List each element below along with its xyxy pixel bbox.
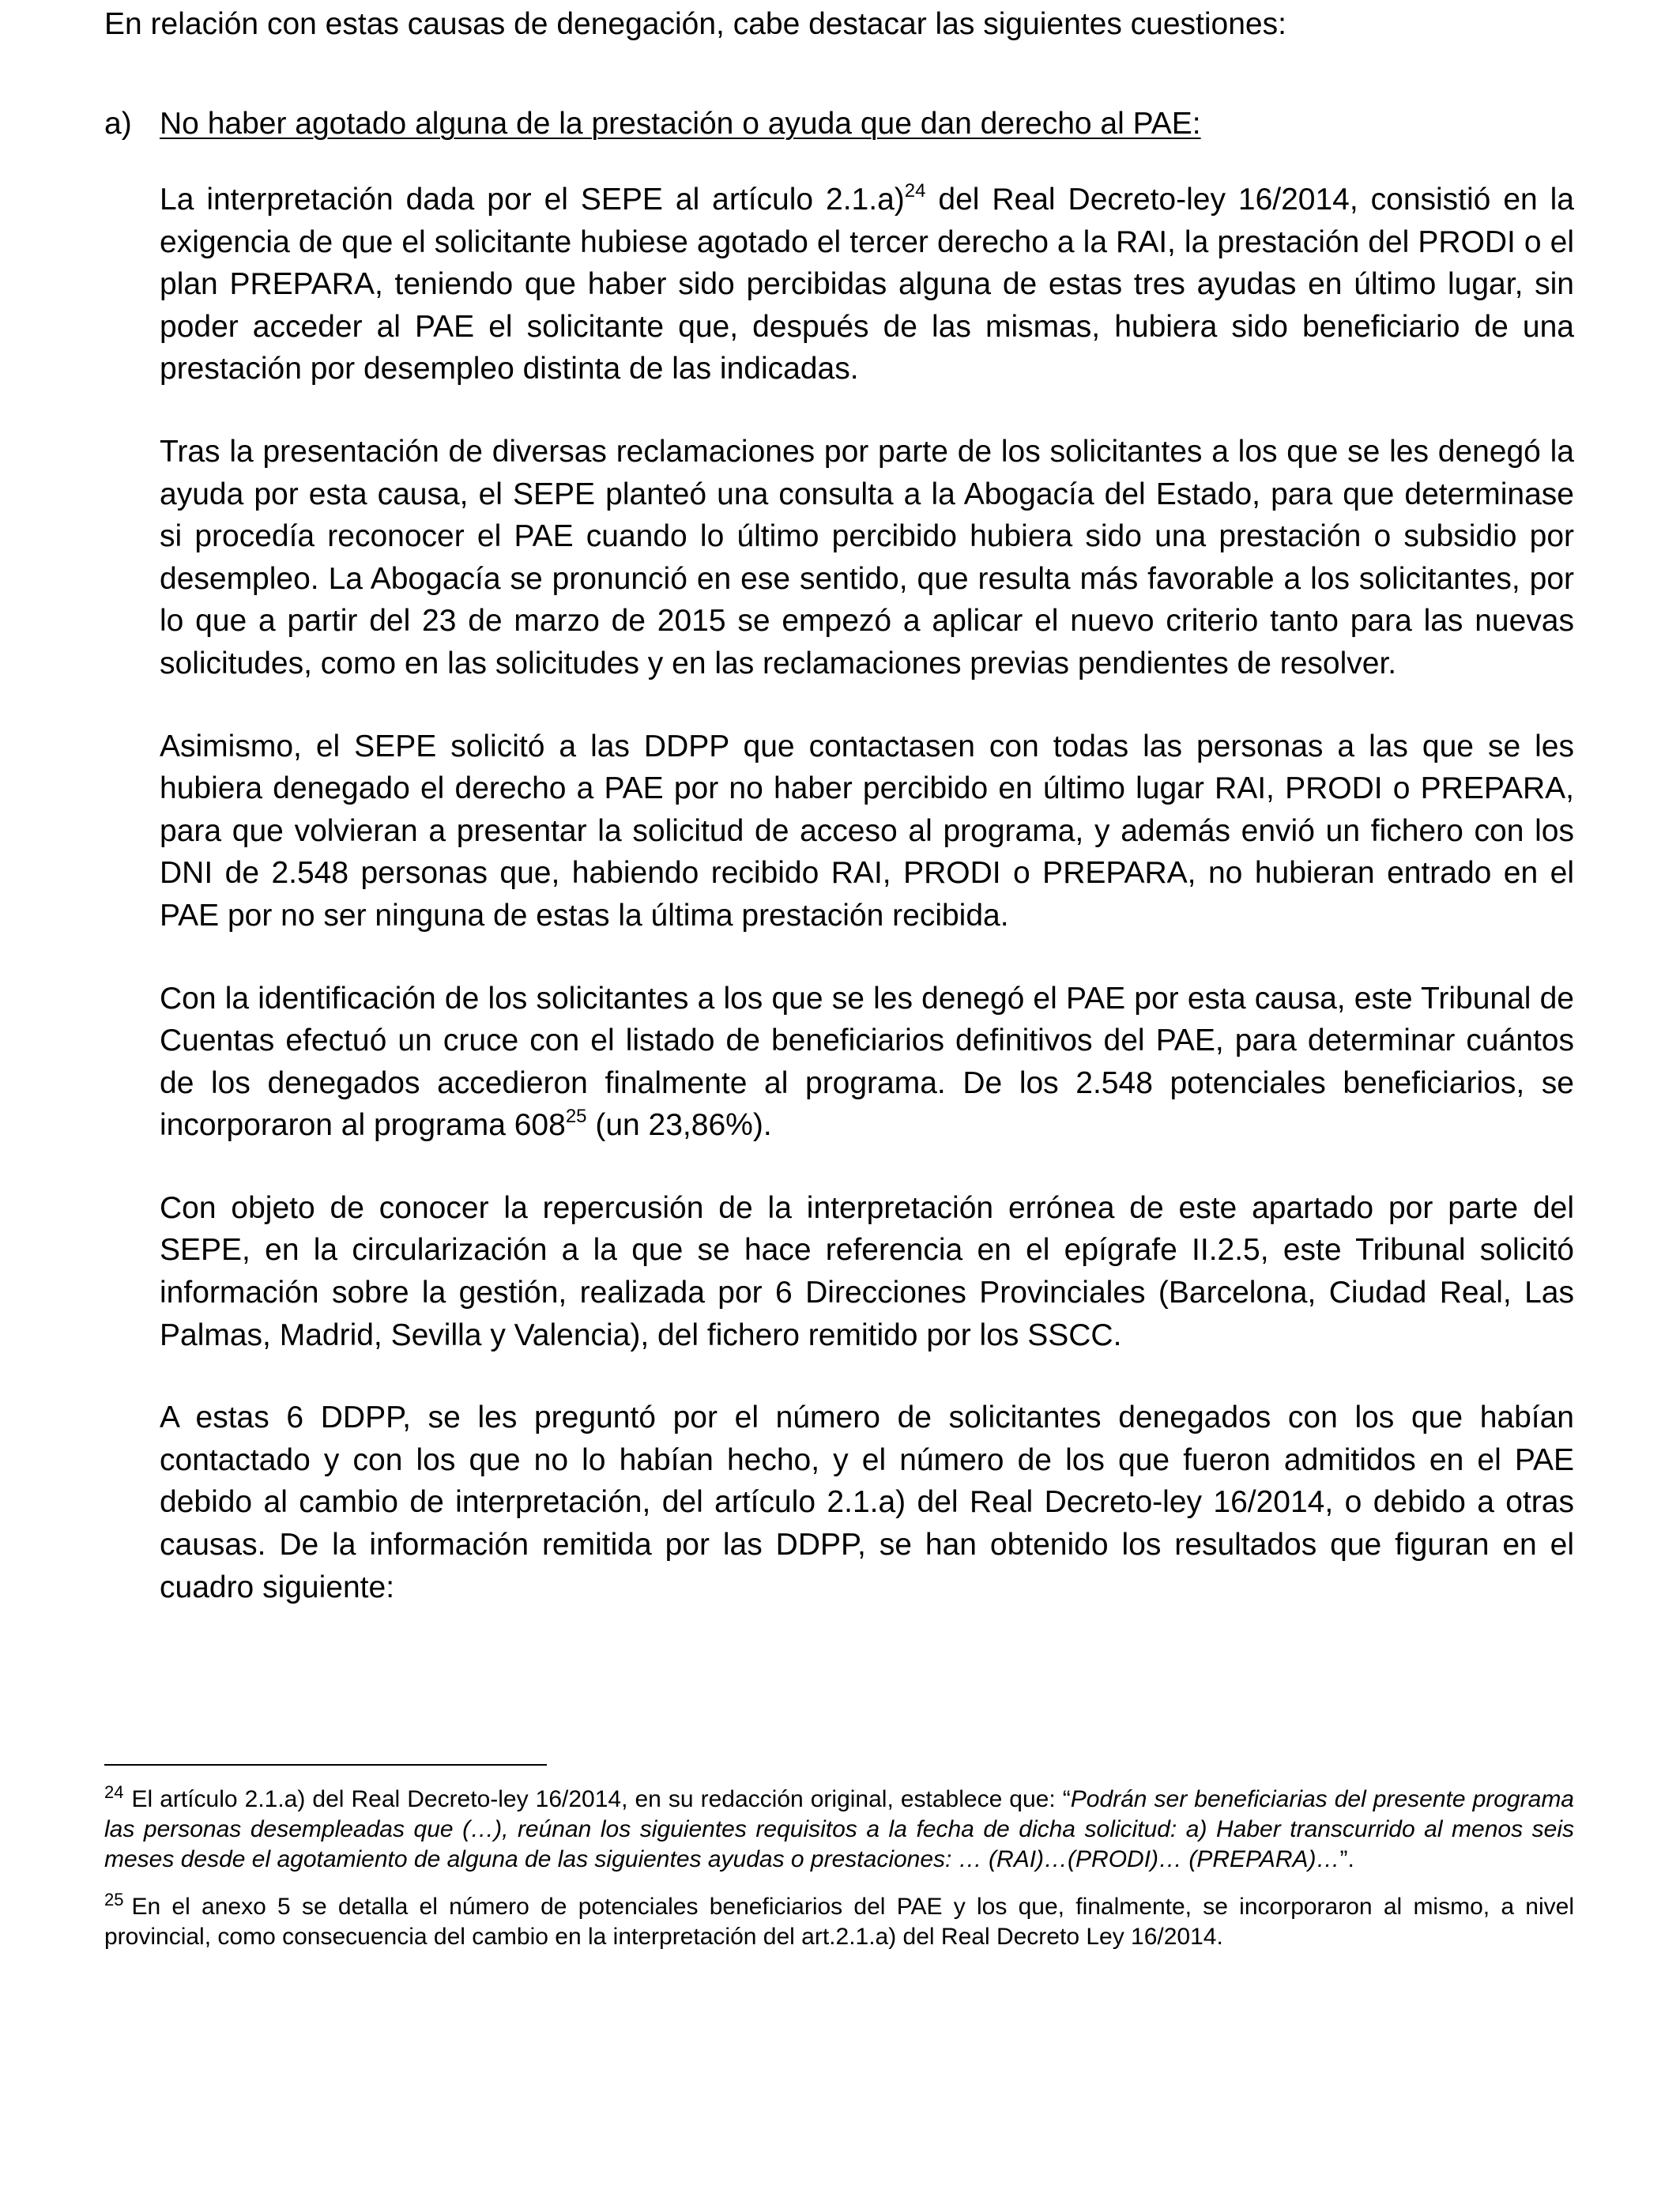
footnote-ref-24[interactable]: 24 [904,180,926,202]
paragraph-4-text-a: Con la identificación de los solicitantes a los que se les denegó el PAE por esta causa, este Tribunal de Cuentas efectuó un cruce con el listado de beneficiarios definitivos del PAE, para determinar cuántos de los denegados accedieron finalmente al programa. De los 2.548 potenciales beneficiarios, se incorporaron al programa 608 [160,981,1574,1143]
footnote-24-text-a: El artículo 2.1.a) del Real Decreto-ley 16/2014, en su redacción original, establece que: “ [131,1786,1071,1812]
footnote-24-text-b: ”. [1339,1846,1354,1872]
footnotes [104,1782,1574,1970]
paragraph-1-text-a: La interpretación dada por el SEPE al artículo 2.1.a) [160,183,905,217]
footnote-ref-25[interactable]: 25 [565,1106,587,1128]
body-text [160,179,1574,1649]
footnote-25 [104,1892,1574,1952]
footnote-number-25: 25 [104,1890,124,1909]
paragraph-3: Asimismo, el SEPE solicitó a las DDPP que contactasen con todas las personas a las que se les hubiera denegado el derecho a PAE por no haber percibido en último lugar RAI, PRODI o PREPARA, para que volvieran a presentar la solicitud de acceso al programa, y además envió un fichero con los DNI de 2.548 personas que, habiendo recibido RAI, PRODI o PREPARA, no hubieran entrado en el PAE por no ser ninguna de estas la última prestación recibida. [160,729,1574,933]
paragraph-4 [160,978,1574,1147]
footnote-25-text: En el anexo 5 se detalla el número de potenciales beneficiarios del PAE y los que, finalmente, se incorporaron al mismo, a nivel provincial, como consecuencia del cambio en la interpretación del art.2.1.a) del Real Decreto Ley 16/2014. [104,1894,1574,1950]
paragraph-2: Tras la presentación de diversas reclamaciones por parte de los solicitantes a los que se les denegó la ayuda por esta causa, el SEPE planteó una consulta a la Abogacía del Estado, para que determinase si procedía reconocer el PAE cuando lo último percibido hubiera sido una prestación o subsidio por desempleo. La Abogacía se pronunció en ese sentido, que resulta más favorable a los solicitantes, por lo que a partir del 23 de marzo de 2015 se empezó a aplicar el nuevo criterio tanto para las nuevas solicitudes, como en las solicitudes y en las reclamaciones previas pendientes de resolver. [160,434,1574,680]
paragraph-4-text-b: (un 23,86%). [586,1108,772,1143]
paragraph-5: Con objeto de conocer la repercusión de la interpretación errónea de este apartado por parte del SEPE, en la circularización a la que se hace referencia en el epígrafe II.2.5, este Tribunal solicitó información sobre la gestión, realizada por 6 Direcciones Provinciales (Barcelona, Ciudad Real, Las Palmas, Madrid, Sevilla y Valencia), del fichero remitido por los SSCC. [160,1190,1574,1352]
footnote-separator [104,1764,547,1766]
footnote-24-quote: Podrán ser beneficiarias del presente programa las personas desempleadas que (…), reúnan los siguientes requisitos a la fecha de dicha solicitud: a) Haber transcurrido al menos seis meses desde el agotamiento de alguna de las siguientes ayudas o prestaciones: … (RAI)…(PRODI)… (PREPARA)… [104,1786,1574,1872]
paragraph-1 [160,179,1574,390]
footnote-24 [104,1782,1574,1875]
intro-sentence: En relación con estas causas de denegación, cabe destacar las siguientes cuestiones: [104,7,1286,41]
section-heading [104,103,1201,145]
paragraph-1-text-b: del Real Decreto-ley 16/2014, consistió en la exigencia de que el solicitante hubiese agotado el tercer derecho a la RAI, la prestación del PRODI o el plan PREPARA, teniendo que haber sido percibidas alguna de estas tres ayudas en último lugar, sin poder acceder al PAE el solicitante que, después de las mismas, hubiera sido beneficiario de una prestación por desempleo distinta de las indicadas. [160,183,1574,386]
section-heading-text: No haber agotado alguna de la prestación o ayuda que dan derecho al PAE: [160,107,1201,141]
section-marker: a) [104,107,132,141]
footnote-number-24: 24 [104,1782,124,1802]
paragraph-6: A estas 6 DDPP, se les preguntó por el número de solicitantes denegados con los que habían contactado y con los que no lo habían hecho, y el número de los que fueron admitidos en el PAE debido al cambio de interpretación, del artículo 2.1.a) del Real Decreto-ley 16/2014, o debido a otras causas. De la información remitida por las DDPP, se han obtenido los resultados que figuran en el cuadro siguiente: [160,1400,1574,1604]
